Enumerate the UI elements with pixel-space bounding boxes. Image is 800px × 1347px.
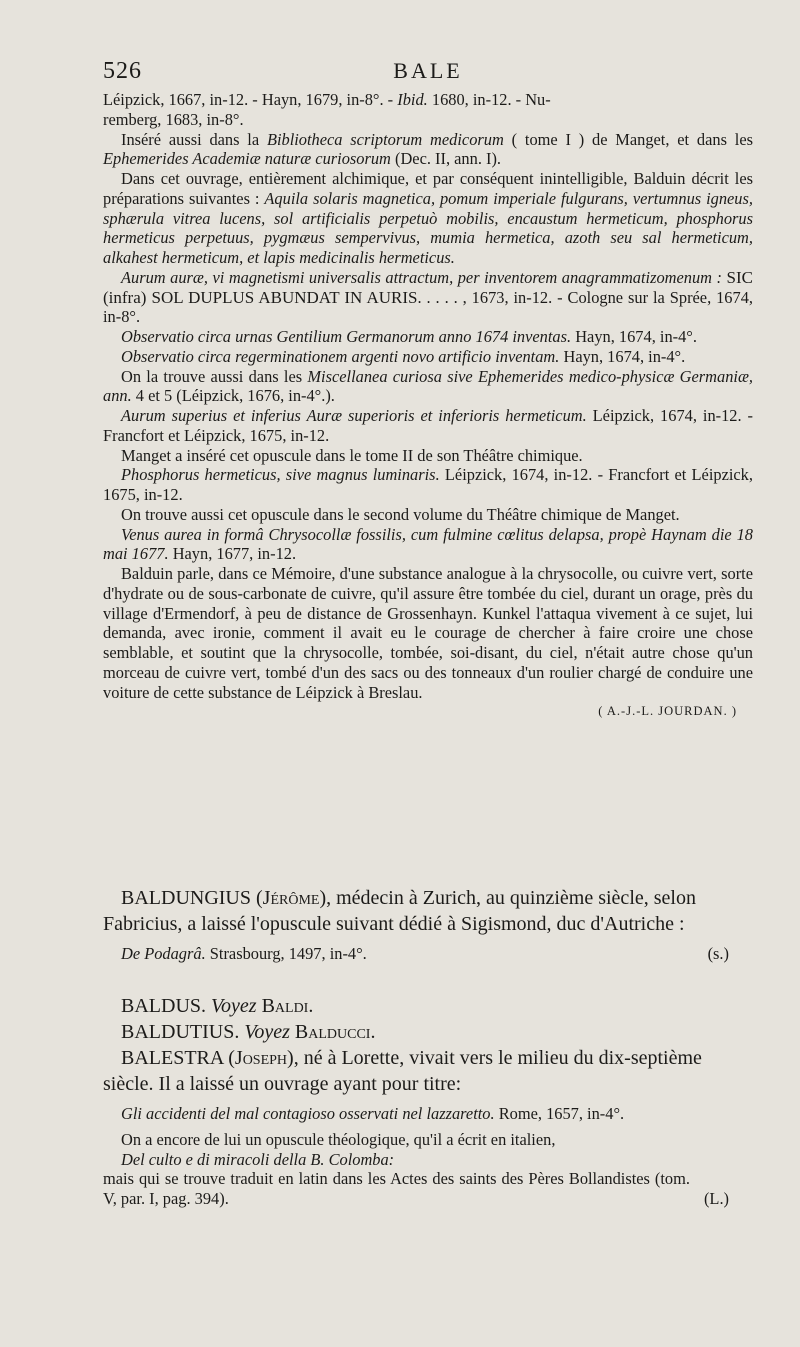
balestra-text: BALESTRA (Joseph), né à Lorette, vivait vers le milieu du dix-septième siècle. Il a laissé un ouvrage ayant pour titre: — [103, 1047, 702, 1095]
del-culto-work: Del culto e di miracoli della B. Colomba: — [121, 1149, 395, 1169]
balestra-works — [103, 1104, 753, 1209]
inclusion-note: Inséré aussi dans la Bibliotheca scriptorum medicorum ( tome I ) de Manget, et dans les Ephemerides Academiæ naturæ curiosorum (Dec. II, ann. I). — [103, 129, 753, 169]
theological-opuscule-note: On a encore de lui un opuscule théologique, qu'il a écrit en italien, — [121, 1129, 556, 1149]
headword: BALESTRA — [121, 1047, 224, 1069]
baldus-entry: BALDUS. Voyez Baldi. — [121, 995, 314, 1017]
balestra-entry — [103, 1046, 753, 1097]
running-header — [103, 58, 753, 92]
observatio-argenti-work: Observatio circa regerminationem argenti novo artificio inventam. Hayn, 1674, in-4°. — [121, 346, 686, 366]
manget-note: Manget a inséré cet opuscule dans le tome II de son Théâtre chimique. — [121, 445, 583, 465]
chrysocolle-paragraph: Balduin parle, dans ce Mémoire, d'une substance analogue à la chrysocolle, ou cuivre vert, sorte d'hydrate ou de sous-carbonate de cuivre, qu'il assure être tombée du ciel, durant un orage, près du village d'Ermendorf, à peu de distance de Grossenhayn. Kunkel l'attaqua vivement à ce sujet, lui demanda, avec ironie, comment il avait eu le courage de chercher à faire croire une chose semblable, et soutint que la chrysocolle, tombée, soi-disant, du ciel, n'était autre chose qu'un morceau de cuivre vert, tombé d'un des sacs ou des tonneaux d'un roulier chargé de conduire une voiture de cette substance de Léipzick à Breslau. — [103, 564, 753, 702]
venus-aurea-work: Venus aurea in formâ Chrysocollæ fossilis, cum fulmine cœlitus delapsa, propè Haynam die 18 mai 1677. Hayn, 1677, in-12. — [103, 524, 753, 564]
pub-line-2: remberg, 1683, in-8°. — [103, 109, 244, 129]
cross-reference-link[interactable]: Baldi. — [261, 995, 314, 1017]
author-signature: ( A.-J.-L. JOURDAN. ) — [598, 704, 737, 719]
page-number: 526 — [103, 58, 142, 84]
headword: BALDUNGIUS — [121, 887, 251, 909]
observatio-urnas-work: Observatio circa urnas Gentilium Germanorum anno 1674 inventas. Hayn, 1674, in-4°. — [121, 327, 697, 346]
baldwin-entry-continuation — [103, 90, 753, 722]
baldungius-text: BALDUNGIUS (Jérôme), médecin à Zurich, au quinzième siècle, selon Fabricius, a laissé l'opuscule suivant dédié à Sigismond, duc d'Autriche : — [103, 887, 696, 935]
alchemy-paragraph: Dans cet ouvrage, entièrement alchimique, et par conséquent inintelligible, Balduin décrit les préparations suivantes : Aquila solaris magnetica, pomum imperiale fulgurans, vertumnus igneus, sphærula vitrea lucens, sol artificialis perpetuò mobilis, encaustum hermeticum, phosphorus hermeticus perpetuus, pygmæus sempervivus, mumia hermetica, azoth seu sal hermeticum, alkahest hermeticum, et lapis medicinalis hermeticus. — [103, 169, 753, 267]
aurum-superius-work: Aurum superius et inferius Auræ superioris et inferioris hermeticum. Léipzick, 1674, in-12. - Francfort et Léipzick, 1675, in-12. — [103, 406, 753, 445]
baldungius-entry — [103, 886, 753, 967]
headword: BALDUS. — [121, 995, 207, 1017]
baldutius-entry: BALDUTIUS. Voyez Balducci. — [121, 1021, 376, 1043]
accidenti-work: Gli accidenti del mal contagioso osservati nel lazzaretto. Rome, 1657, in-4°. — [121, 1104, 625, 1123]
running-title: BALE — [393, 58, 463, 83]
headword: BALDUTIUS. — [121, 1021, 240, 1043]
cross-reference-link[interactable]: Balducci. — [294, 1021, 376, 1043]
miscellanea-note: On la trouve aussi dans les Miscellanea curiosa sive Ephemerides medico-physicæ Germaniæ, ann. 4 et 5 (Léipzick, 1676, in-4°.). — [103, 366, 753, 406]
pub-line-1: Léipzick, 1667, in-12. - Hayn, 1679, in-8°. - Ibid. 1680, in-12. - Nu- — [103, 90, 551, 109]
podagra-work: De Podagrâ. Strasbourg, 1497, in-4°. (s.) — [121, 944, 729, 964]
bollandists-note: mais qui se trouve traduit en latin dans les Actes des saints des Pères Bollandistes (tom. V, par. I, pag. 394). (L.) — [103, 1169, 729, 1208]
phosphorus-work: Phosphorus hermeticus, sive magnus luminaris. Léipzick, 1674, in-12. - Francfort et Léipzick, 1675, in-12. — [103, 465, 753, 504]
second-volume-note: On trouve aussi cet opuscule dans le second volume du Théâtre chimique de Manget. — [121, 504, 680, 524]
aurum-aurae-work: Aurum auræ, vi magnetismi universalis attractum, per inventorem anagrammatizomenum : SIC (infra) SOL DUPLUS ABUNDAT IN AURIS. . . . . , 1673, in-12. - Cologne sur la Sprée, 1674, in-8°. — [103, 267, 753, 327]
